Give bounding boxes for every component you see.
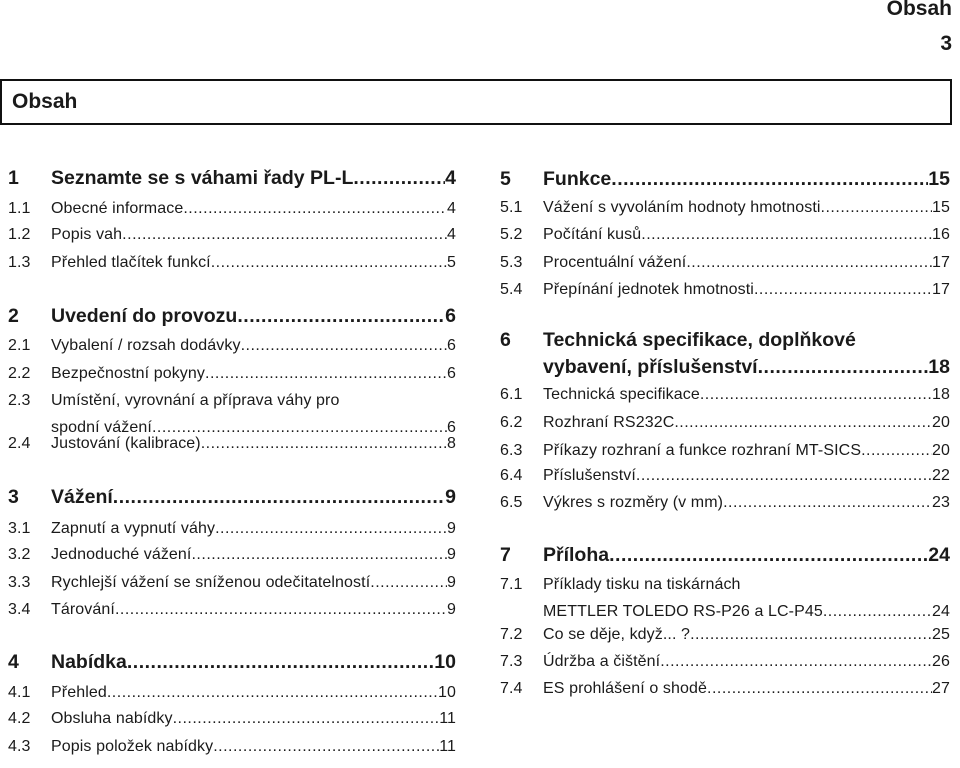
toc-entry-text: Jednoduché vážení [51,546,192,563]
toc-page-number: 11 [439,738,456,755]
toc-section-entry[interactable] [8,601,456,619]
toc-page-number: 4 [445,167,456,189]
toc-section-entry[interactable] [500,653,950,671]
toc-section-entry[interactable] [500,680,950,698]
toc-entry-number: 6.3 [500,442,523,459]
toc-entry-number: 7.4 [500,680,523,697]
toc-page-number: 22 [932,467,950,484]
toc-section-entry[interactable] [8,200,456,218]
toc-entry-text: Vážení s vyvoláním hodnoty hmotnosti [543,199,821,216]
toc-entry-text: Vážení [51,486,113,508]
toc-page-number: 17 [932,254,950,271]
toc-entry-text: Obsluha nabídky [51,710,173,727]
toc-entry-text: Zapnutí a vypnutí váhy [51,520,216,537]
section-title: Obsah [12,90,78,113]
dot-leader [823,603,932,621]
toc-page-number: 10 [438,684,456,701]
dot-leader [690,626,932,644]
toc-entry-text: ES prohlášení o shodě [543,680,707,697]
toc-page-number: 10 [434,651,456,673]
dot-leader [723,494,932,512]
toc-section-entry[interactable] [500,494,950,512]
toc-entry-text: Příklady tisku na tiskárnách [543,576,741,593]
toc-section-entry[interactable] [500,626,950,644]
toc-page-number: 20 [932,414,950,431]
toc-page-number: 6 [447,419,456,436]
toc-entry-text: Příkazy rozhraní a funkce rozhraní MT-SICS [543,442,862,459]
toc-entry-number: 5.3 [500,254,523,271]
dot-leader [370,574,447,592]
toc-entry-number: 1.3 [8,254,31,271]
toc-entry-number: 7.1 [500,576,523,593]
dot-leader [611,168,928,191]
toc-entry-continuation[interactable] [500,356,950,379]
toc-entry-number: 3 [8,486,19,508]
dot-leader [113,486,445,509]
toc-entry-number: 6.5 [500,494,523,511]
toc-entry-text: Vybalení / rozsah dodávky [51,337,241,354]
toc-page-number: 9 [445,486,456,508]
toc-entry-number: 4.2 [8,710,31,727]
toc-section-entry[interactable] [8,337,456,355]
toc-page-number: 9 [447,546,456,563]
dot-leader [237,305,445,328]
toc-entry-continuation[interactable] [500,603,950,621]
toc-entry-text-continued: spodní vážení [51,419,152,436]
dot-leader [754,281,932,299]
toc-page-number: 20 [932,442,950,459]
dot-leader [674,414,932,432]
dot-leader [215,520,447,538]
toc-entry-number: 3.2 [8,546,31,563]
dot-leader [201,435,447,453]
toc-entry-number: 4 [8,651,19,673]
toc-entry-text: Obecné informace [51,200,184,217]
dot-leader [183,200,447,218]
toc-entry-text: Popis položek nabídky [51,738,214,755]
toc-entry-text: Technická specifikace, doplňkové [543,329,856,351]
toc-entry-text: Popis vah [51,226,123,243]
toc-entry-number: 5 [500,168,511,190]
toc-page-number: 17 [932,281,950,298]
toc-page-number: 8 [447,435,456,452]
toc-entry-number: 2.2 [8,365,31,382]
dot-leader [241,337,447,355]
toc-entry-number: 7 [500,544,511,566]
toc-section-entry[interactable] [8,710,456,728]
toc-page-number: 4 [447,226,456,243]
toc-page-number: 23 [932,494,950,511]
toc-section-entry[interactable] [500,414,950,432]
dot-leader [686,254,932,272]
toc-entry-number: 2 [8,305,19,327]
toc-entry-text: Procentuální vážení [543,254,687,271]
dot-leader [707,680,932,698]
toc-page-number: 5 [447,254,456,271]
toc-entry-text: Umístění, vyrovnání a příprava váhy pro [51,392,340,409]
toc-right-column [500,0,950,768]
toc-page-number: 15 [928,168,950,190]
toc-section-entry[interactable] [500,281,950,299]
toc-page-number: 27 [932,680,950,697]
toc-entry-text: Tárování [51,601,115,618]
toc-entry[interactable] [8,392,456,410]
toc-entry-text: Přehled tlačítek funkcí [51,254,211,271]
toc-entry-text: Rozhraní RS232C [543,414,675,431]
toc-chapter-entry[interactable] [8,305,456,328]
toc-page-number: 15 [932,199,950,216]
dot-leader [641,226,932,244]
toc-page-number: 16 [932,226,950,243]
dot-leader [115,601,447,619]
dot-leader [609,544,928,567]
toc-entry-number: 4.3 [8,738,31,755]
toc-entry-number: 3.1 [8,520,31,537]
toc-left-column [8,0,456,768]
toc-section-entry[interactable] [8,546,456,564]
toc-section-entry[interactable] [8,574,456,592]
toc-section-entry[interactable] [8,254,456,272]
toc-page-number: 9 [447,574,456,591]
toc-page-number: 18 [928,356,950,378]
toc-section-entry[interactable] [8,520,456,538]
toc-page-number: 9 [447,520,456,537]
toc-section-entry[interactable] [500,254,950,272]
toc-entry-number: 7.3 [500,653,523,670]
toc-entry-number: 1.1 [8,200,31,217]
dot-leader [211,254,447,272]
toc-section-entry[interactable] [8,684,456,702]
toc-page-number: 6 [447,365,456,382]
toc-section-entry[interactable] [500,442,950,460]
toc-section-entry[interactable] [500,467,950,485]
toc-entry-number: 2.1 [8,337,31,354]
toc-entry-text: Výkres s rozměry (v mm) [543,494,724,511]
toc-page-number: 4 [447,200,456,217]
toc-entry-number: 5.4 [500,281,523,298]
toc-page-number: 11 [439,710,456,727]
toc-section-entry[interactable] [8,435,456,453]
toc-entry-text: Nabídka [51,651,127,673]
dot-leader [821,199,932,217]
toc-entry-text: Příslušenství [543,467,636,484]
dot-leader [636,467,932,485]
toc-entry-number: 2.3 [8,392,31,409]
dot-leader [353,167,445,190]
toc-page-number: 6 [445,305,456,327]
toc-entry-number: 5.2 [500,226,523,243]
toc-section-entry[interactable] [500,386,950,404]
toc-section-entry[interactable] [8,226,456,244]
toc-chapter-entry[interactable] [500,168,950,191]
toc-entry-number: 3.3 [8,574,31,591]
toc-entry-number: 4.1 [8,684,31,701]
toc-section-entry[interactable] [500,226,950,244]
toc-entry-text: Počítání kusů [543,226,642,243]
toc-entry-text: Rychlejší vážení se sníženou odečitatelností [51,574,371,591]
dot-leader [122,226,447,244]
toc-entry-number: 6.1 [500,386,523,403]
dot-leader [107,684,438,702]
toc-entry-number: 2.4 [8,435,31,452]
toc-section-entry[interactable] [8,738,456,756]
toc-section-entry[interactable] [8,365,456,383]
toc-entry-text: Údržba a čištění [543,653,661,670]
dot-leader [191,546,447,564]
toc-entry-text: Přehled [51,684,107,701]
toc-entry-text-continued: vybavení, příslušenství [543,356,758,378]
toc-entry-text: Justování (kalibrace) [51,435,201,452]
toc-page-number: 18 [932,386,950,403]
dot-leader [173,710,440,728]
toc-entry-number: 6 [500,329,511,351]
toc-page-number: 24 [928,544,950,566]
dot-leader [127,651,434,674]
dot-leader [861,442,932,460]
toc-entry-text: Co se děje, když... ? [543,626,691,643]
toc-entry-number: 6.4 [500,467,523,484]
toc-entry-text: Přepínání jednotek hmotnosti [543,281,754,298]
toc-entry-text: Technická specifikace [543,386,700,403]
toc-entry-number: 5.1 [500,199,523,216]
toc-entry-text-continued: METTLER TOLEDO RS-P26 a LC-P45 [543,603,823,620]
dot-leader [758,356,929,379]
toc-entry-text: Příloha [543,544,610,566]
toc-entry[interactable] [500,329,950,352]
toc-page-number: 25 [932,626,950,643]
dot-leader [700,386,932,404]
dot-leader [213,738,439,756]
toc-page-number: 24 [932,603,950,620]
running-header-title: Obsah [886,0,952,20]
toc-entry-number: 3.4 [8,601,31,618]
toc-page-number: 26 [932,653,950,670]
toc-page-number: 6 [447,337,456,354]
toc-chapter-entry[interactable] [8,651,456,674]
toc-entry-number: 1.2 [8,226,31,243]
toc-chapter-entry[interactable] [8,486,456,509]
dot-leader [660,653,932,671]
toc-entry-number: 7.2 [500,626,523,643]
toc-entry-text: Funkce [543,168,612,190]
toc-page-number: 9 [447,601,456,618]
toc-entry-text: Seznamte se s váhami řady PL-L [51,167,354,189]
dot-leader [205,365,447,383]
toc-section-entry[interactable] [500,199,950,217]
toc-entry-number: 6.2 [500,414,523,431]
toc-entry[interactable] [500,576,950,594]
toc-chapter-entry[interactable] [500,544,950,567]
page-number: 3 [940,32,952,55]
toc-entry-text: Bezpečnostní pokyny [51,365,205,382]
toc-entry-text: Uvedení do provozu [51,305,238,327]
toc-entry-number: 1 [8,167,19,189]
toc-chapter-entry[interactable] [8,167,456,190]
